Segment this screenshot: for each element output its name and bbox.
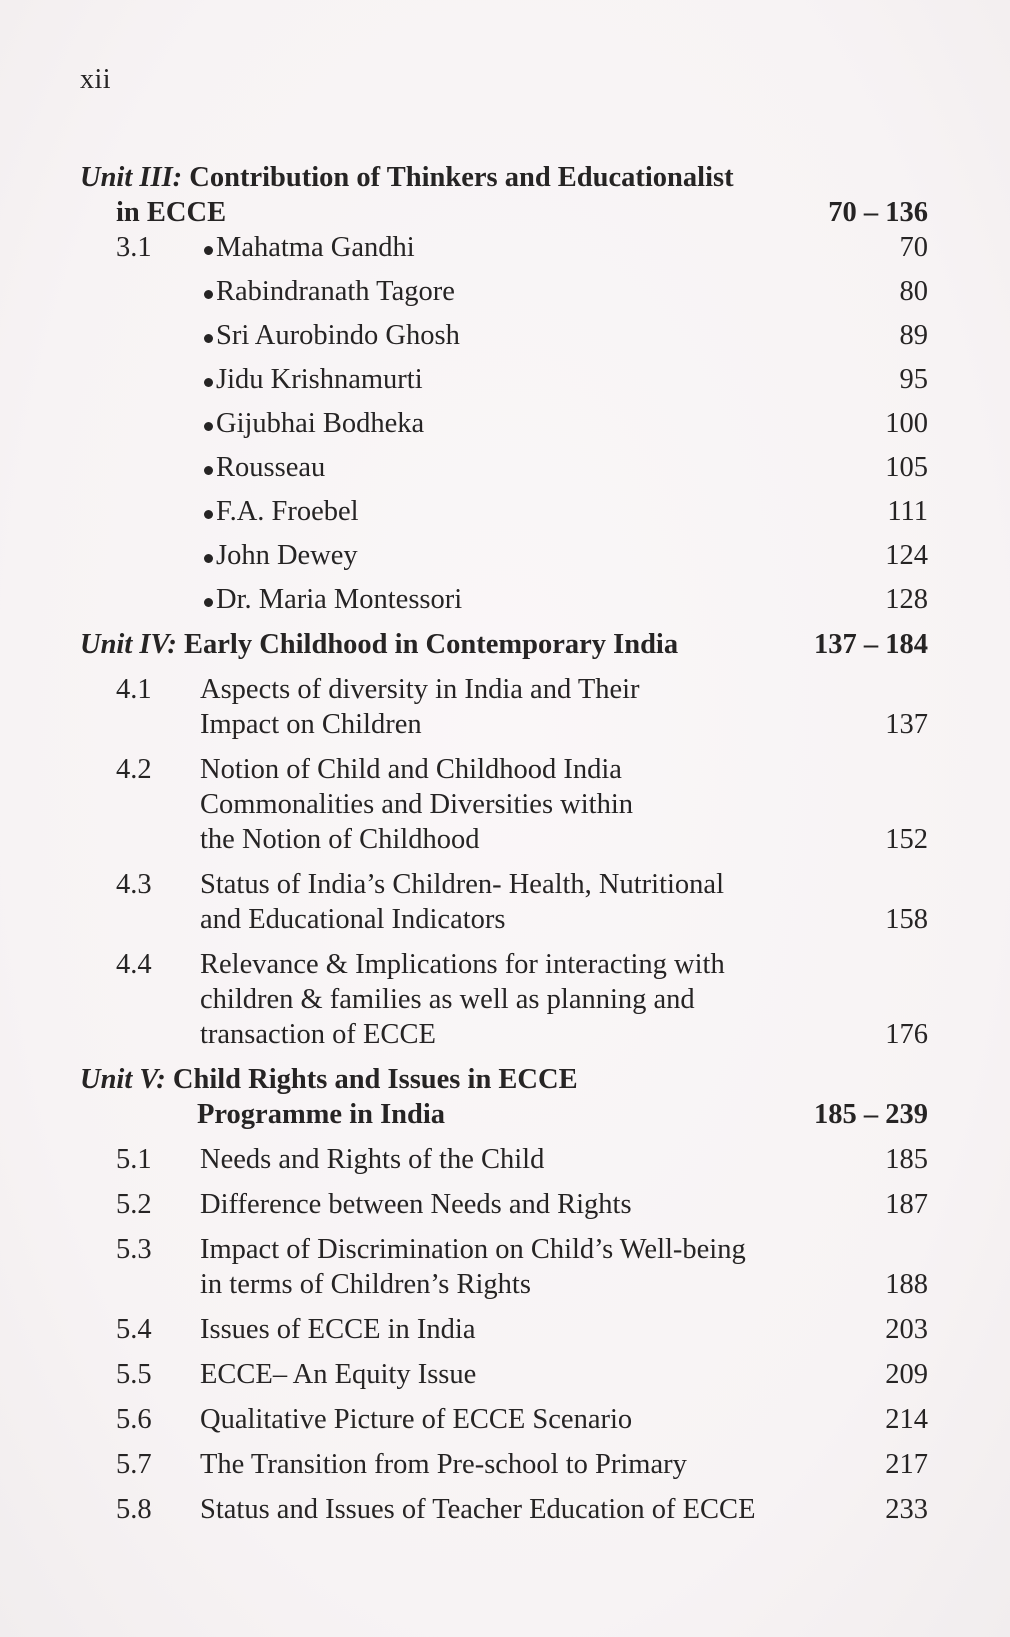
section-number: 5.1 (116, 1144, 152, 1175)
entry-title: Difference between Needs and Rights (200, 1189, 632, 1220)
section-number: 5.6 (116, 1404, 152, 1435)
entry-title: F.A. Froebel (216, 496, 359, 527)
entry-page: 80 (899, 276, 928, 307)
entry-title: Issues of ECCE in India (200, 1314, 476, 1345)
entry-page: 233 (885, 1494, 928, 1525)
unit-page-range: 185 – 239 (814, 1099, 928, 1130)
unit-heading-3 (80, 160, 928, 230)
toc-entry (80, 1357, 928, 1392)
entry-title: Rousseau (216, 452, 326, 483)
toc-entry (80, 1312, 928, 1347)
toc-entry (80, 230, 928, 265)
entry-title: Status of India’s Children- Health, Nutritional and Educational Indicators (200, 869, 724, 935)
bullet-icon (204, 334, 213, 343)
entry-title: Mahatma Gandhi (216, 232, 415, 263)
entry-page: 185 (885, 1144, 928, 1175)
entry-title: Status and Issues of Teacher Education of ECCE (200, 1494, 756, 1525)
entry-title: ECCE– An Equity Issue (200, 1359, 477, 1390)
unit-title-cont: in ECCE (116, 197, 227, 228)
entry-title: Rabindranath Tagore (216, 276, 455, 307)
unit-heading-4 (80, 627, 928, 662)
bullet-icon (204, 290, 213, 299)
bullet-icon (204, 598, 213, 607)
toc-entry (80, 582, 928, 617)
toc-entry (80, 406, 928, 441)
entry-page: 152 (885, 824, 928, 855)
section-number: 5.8 (116, 1494, 152, 1525)
section-number: 5.7 (116, 1449, 152, 1480)
unit-title: Early Childhood in Contemporary India (176, 629, 679, 660)
unit-label: Unit V: (80, 1064, 166, 1095)
entry-title: Relevance & Implications for interacting with children & families as well as planning and transaction of ECCE (200, 949, 725, 1050)
entry-title: The Transition from Pre-school to Primary (200, 1449, 687, 1480)
entry-page: 111 (887, 496, 928, 527)
entry-page: 187 (885, 1189, 928, 1220)
entry-page: 100 (885, 408, 928, 439)
toc-entry (80, 1187, 928, 1222)
toc-entry (80, 947, 928, 1052)
toc-entry (80, 274, 928, 309)
entry-title: Qualitative Picture of ECCE Scenario (200, 1404, 633, 1435)
toc-entry (80, 538, 928, 573)
toc-entry (80, 1142, 928, 1177)
toc-entry (80, 318, 928, 353)
section-number: 3.1 (116, 232, 152, 263)
entry-page: 176 (885, 1019, 928, 1050)
section-number: 4.4 (116, 949, 152, 980)
bullet-icon (204, 510, 213, 519)
entry-title: Needs and Rights of the Child (200, 1144, 545, 1175)
section-number: 4.1 (116, 674, 152, 705)
unit-title-cont: Programme in India (197, 1099, 446, 1130)
entry-page: 158 (885, 904, 928, 935)
section-number: 5.3 (116, 1234, 152, 1265)
unit-label: Unit IV: (80, 629, 177, 660)
bullet-icon (204, 466, 213, 475)
entry-page: 95 (899, 364, 928, 395)
entry-page: 137 (885, 709, 928, 740)
bullet-icon (204, 378, 213, 387)
toc-entry (80, 672, 928, 742)
entry-page: 89 (899, 320, 928, 351)
section-number: 4.3 (116, 869, 152, 900)
entry-title: Notion of Child and Childhood India Commonalities and Diversities within the Notion of Childhood (200, 754, 633, 855)
entry-page: 105 (885, 452, 928, 483)
entry-title: Gijubhai Bodheka (216, 408, 425, 439)
bullet-icon (204, 422, 213, 431)
toc-entry (80, 1492, 928, 1527)
unit-label: Unit III: (80, 162, 183, 193)
section-number: 5.4 (116, 1314, 152, 1345)
entry-page: 70 (899, 232, 928, 263)
table-of-contents (80, 160, 928, 1527)
entry-title: Sri Aurobindo Ghosh (216, 320, 460, 351)
entry-title: Aspects of diversity in India and Their Impact on Children (200, 674, 640, 740)
unit-title: Contribution of Thinkers and Educationalist (182, 162, 734, 193)
unit-title: Child Rights and Issues in ECCE (165, 1064, 578, 1095)
bullet-icon (204, 246, 213, 255)
entry-title: Impact of Discrimination on Child’s Well-being in terms of Children’s Rights (200, 1234, 746, 1300)
entry-title: Jidu Krishnamurti (216, 364, 423, 395)
entry-page: 217 (885, 1449, 928, 1480)
unit-page-range: 137 – 184 (814, 629, 928, 660)
toc-entry (80, 752, 928, 857)
toc-entry (80, 362, 928, 397)
toc-entry (80, 494, 928, 529)
entry-page: 203 (885, 1314, 928, 1345)
unit-heading-5 (80, 1062, 928, 1132)
section-number: 4.2 (116, 754, 152, 785)
entry-page: 209 (885, 1359, 928, 1390)
toc-entry (80, 450, 928, 485)
entry-page: 214 (885, 1404, 928, 1435)
toc-entry (80, 1447, 928, 1482)
entry-page: 124 (885, 540, 928, 571)
section-number: 5.2 (116, 1189, 152, 1220)
toc-entry (80, 1232, 928, 1302)
toc-entry (80, 867, 928, 937)
entry-title: Dr. Maria Montessori (216, 584, 463, 615)
page-folio: xii (80, 64, 112, 95)
bullet-icon (204, 554, 213, 563)
unit-page-range: 70 – 136 (828, 197, 928, 228)
entry-page: 188 (885, 1269, 928, 1300)
entry-page: 128 (885, 584, 928, 615)
toc-entry (80, 1402, 928, 1437)
section-number: 5.5 (116, 1359, 152, 1390)
entry-title: John Dewey (216, 540, 358, 571)
